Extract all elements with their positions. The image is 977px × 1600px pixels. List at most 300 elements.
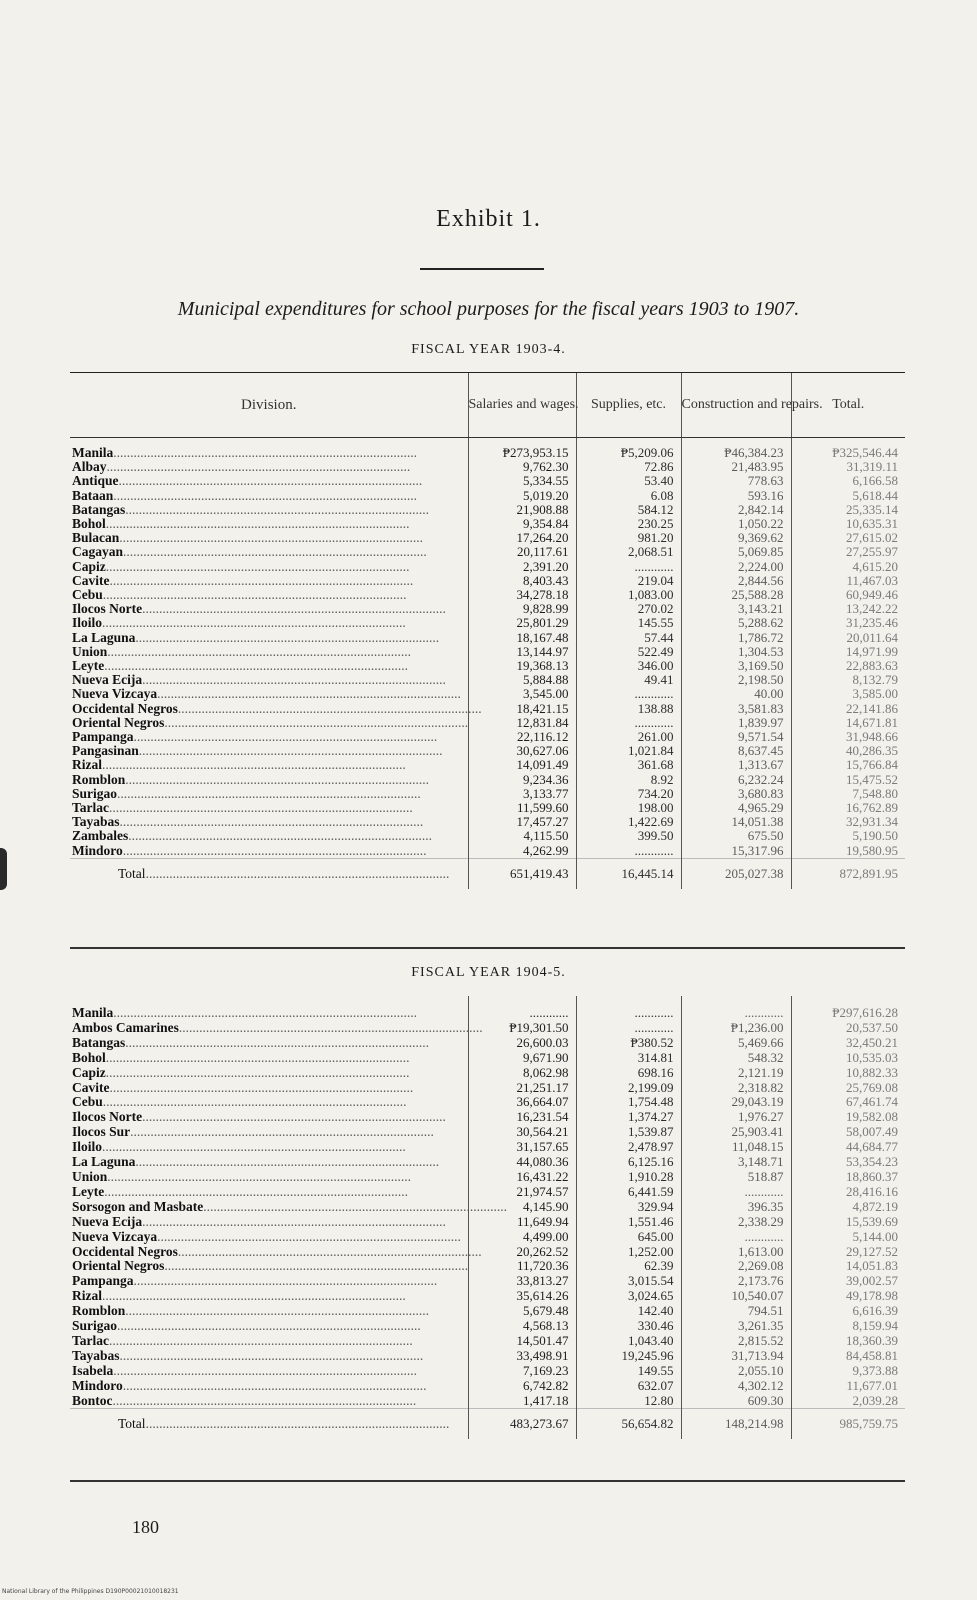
table-row <box>70 1349 905 1364</box>
table-row <box>70 1289 905 1304</box>
division-cell <box>70 773 468 787</box>
total-total-cell: 985,759.75 <box>791 1409 905 1440</box>
division-name: Oriental Negros <box>72 1258 165 1274</box>
total-cell: 40,286.35 <box>791 744 905 758</box>
supplies-cell: 8.92 <box>576 773 681 787</box>
footer-note: National Library of the Philippines D190P00021010018231 <box>2 1588 179 1595</box>
division-cell <box>70 588 468 602</box>
division-cell <box>70 460 468 474</box>
supplies-cell: 330.46 <box>576 1319 681 1334</box>
salaries-cell: 25,801.29 <box>468 616 576 630</box>
total-salaries-cell: 651,419.43 <box>468 858 576 889</box>
leader-dots: .......................................................................................... <box>125 1303 430 1319</box>
division-name: Mindoro <box>72 1377 123 1393</box>
supplies-cell: 399.50 <box>576 829 681 843</box>
total-cell: 14,671.81 <box>791 716 905 730</box>
division-name: Bohol <box>72 1049 106 1065</box>
construction-cell: 3,581.83 <box>681 702 791 716</box>
table-header-row <box>70 373 905 438</box>
division-cell <box>70 1155 468 1170</box>
supplies-cell: 19,245.96 <box>576 1349 681 1364</box>
division-cell <box>70 574 468 588</box>
salaries-cell: 1,417.18 <box>468 1394 576 1409</box>
construction-cell: 1,839.97 <box>681 716 791 730</box>
leader-dots: .......................................................................................... <box>104 1183 408 1199</box>
construction-cell: 29,043.19 <box>681 1095 791 1110</box>
supplies-cell: 1,551.46 <box>576 1215 681 1230</box>
supplies-cell: 584.12 <box>576 503 681 517</box>
supplies-cell: 149.55 <box>576 1364 681 1379</box>
salaries-cell: 14,091.49 <box>468 758 576 772</box>
total-supplies-cell: 56,654.82 <box>576 1409 681 1440</box>
salaries-cell: 30,564.21 <box>468 1125 576 1140</box>
leader-dots: .......................................................................................... <box>102 1139 406 1155</box>
leader-dots: .......................................................................................... <box>118 473 423 489</box>
division-cell <box>70 844 468 859</box>
table-row <box>70 517 905 531</box>
salaries-cell: 9,762.30 <box>468 460 576 474</box>
construction-cell: 9,369.62 <box>681 531 791 545</box>
total-cell: 20,011.64 <box>791 631 905 645</box>
salaries-cell: 21,974.57 <box>468 1185 576 1200</box>
division-name: Bontoc <box>72 1392 113 1408</box>
total-cell: 39,002.57 <box>791 1274 905 1289</box>
construction-cell: ............ <box>681 1185 791 1200</box>
total-cell: 4,872.19 <box>791 1200 905 1215</box>
division-cell <box>70 1170 468 1185</box>
division-cell <box>70 1185 468 1200</box>
construction-cell: 396.35 <box>681 1200 791 1215</box>
fiscal-1903-body <box>70 438 905 889</box>
salaries-cell: 18,167.48 <box>468 631 576 645</box>
construction-cell: 3,680.83 <box>681 787 791 801</box>
supplies-cell: 57.44 <box>576 631 681 645</box>
table-row <box>70 730 905 744</box>
total-label-cell <box>70 1409 468 1440</box>
table-row <box>70 1230 905 1245</box>
salaries-cell: 11,599.60 <box>468 801 576 815</box>
leader-dots: .......................................................................................... <box>145 865 450 881</box>
construction-cell: 15,317.96 <box>681 844 791 859</box>
total-supplies-cell: 16,445.14 <box>576 858 681 889</box>
division-cell <box>70 503 468 517</box>
supplies-cell: 981.20 <box>576 531 681 545</box>
division-cell <box>70 716 468 730</box>
leader-dots: .......................................................................................... <box>119 1347 424 1363</box>
division-cell <box>70 659 468 673</box>
division-cell <box>70 673 468 687</box>
leader-dots: .......................................................................................... <box>113 487 418 503</box>
construction-cell: 1,050.22 <box>681 517 791 531</box>
division-cell <box>70 1110 468 1125</box>
total-cell: 67,461.74 <box>791 1095 905 1110</box>
supplies-cell: ............ <box>576 1021 681 1036</box>
construction-cell: 2,338.29 <box>681 1215 791 1230</box>
header-construction: Construction and repairs. <box>681 373 791 438</box>
division-cell <box>70 531 468 545</box>
table-row <box>70 716 905 730</box>
salaries-cell: 11,720.36 <box>468 1259 576 1274</box>
division-name: Bulacan <box>72 530 120 546</box>
division-cell <box>70 474 468 488</box>
table-row <box>70 1364 905 1379</box>
total-cell: 84,458.81 <box>791 1349 905 1364</box>
division-cell <box>70 1334 468 1349</box>
division-name: Tayabas <box>72 814 120 830</box>
division-name: Leyte <box>72 658 105 674</box>
total-cell: 49,178.98 <box>791 1289 905 1304</box>
leader-dots: .......................................................................................... <box>113 445 418 460</box>
total-cell: 31,319.11 <box>791 460 905 474</box>
table-row <box>70 531 905 545</box>
table-row <box>70 545 905 559</box>
supplies-cell: 270.02 <box>576 602 681 616</box>
division-name: Occidental Negros <box>72 1243 178 1259</box>
salaries-cell: 20,262.52 <box>468 1245 576 1260</box>
total-cell: ₱297,616.28 <box>791 996 905 1021</box>
salaries-cell: 4,115.50 <box>468 829 576 843</box>
leader-dots: .......................................................................................... <box>130 1124 434 1140</box>
total-cell: 27,615.02 <box>791 531 905 545</box>
supplies-cell: 3,015.54 <box>576 1274 681 1289</box>
page-number: 180 <box>132 1517 159 1537</box>
division-name: Iloilo <box>72 615 103 631</box>
total-cell: 27,255.97 <box>791 545 905 559</box>
construction-cell: 10,540.07 <box>681 1289 791 1304</box>
division-name: Union <box>72 643 108 659</box>
supplies-cell: 1,910.28 <box>576 1170 681 1185</box>
supplies-cell: 329.94 <box>576 1200 681 1215</box>
table-row <box>70 659 905 673</box>
salaries-cell: 33,813.27 <box>468 1274 576 1289</box>
supplies-cell: 2,068.51 <box>576 545 681 559</box>
total-cell: 2,039.28 <box>791 1394 905 1409</box>
table-row <box>70 1245 905 1260</box>
salaries-cell: 33,498.91 <box>468 1349 576 1364</box>
supplies-cell: 1,083.00 <box>576 588 681 602</box>
construction-cell: 3,261.35 <box>681 1319 791 1334</box>
division-cell <box>70 758 468 772</box>
leader-dots: .......................................................................................... <box>109 572 414 588</box>
leader-dots: .......................................................................................... <box>177 1243 482 1259</box>
table-row <box>70 815 905 829</box>
salaries-cell: 4,499.00 <box>468 1230 576 1245</box>
fiscal-1904-table <box>70 996 905 1439</box>
table-row <box>70 474 905 488</box>
construction-cell: 5,288.62 <box>681 616 791 630</box>
salaries-cell: 18,421.15 <box>468 702 576 716</box>
supplies-cell: ............ <box>576 687 681 701</box>
total-cell: 10,635.31 <box>791 517 905 531</box>
total-label: Total <box>118 865 146 881</box>
salaries-cell: 4,568.13 <box>468 1319 576 1334</box>
salaries-cell: 22,116.12 <box>468 730 576 744</box>
construction-cell: 2,815.52 <box>681 1334 791 1349</box>
table-bottom-rule <box>70 947 905 949</box>
construction-cell: 1,304.53 <box>681 645 791 659</box>
leader-dots: .......................................................................................... <box>135 629 440 645</box>
division-name: Batangas <box>72 501 126 517</box>
division-cell <box>70 1051 468 1066</box>
total-total-cell: 872,891.95 <box>791 858 905 889</box>
construction-cell: 548.32 <box>681 1051 791 1066</box>
table-row <box>70 687 905 701</box>
leader-dots: .......................................................................................... <box>105 1064 410 1080</box>
leader-dots: .......................................................................................... <box>109 1332 413 1348</box>
total-cell: 6,166.58 <box>791 474 905 488</box>
table-row <box>70 1394 905 1409</box>
division-name: Mindoro <box>72 842 123 858</box>
total-cell: 5,190.50 <box>791 829 905 843</box>
table-row <box>70 460 905 474</box>
division-name: Cebu <box>72 1094 103 1110</box>
supplies-cell: ............ <box>576 716 681 730</box>
total-cell: 58,007.49 <box>791 1125 905 1140</box>
leader-dots: .......................................................................................... <box>157 686 461 702</box>
leader-dots: .......................................................................................... <box>107 643 412 659</box>
table-row <box>70 1185 905 1200</box>
division-cell <box>70 1243 482 1260</box>
leader-dots: .......................................................................................... <box>109 1079 414 1095</box>
division-name: Pampanga <box>72 1273 134 1289</box>
supplies-cell: 2,199.09 <box>576 1081 681 1096</box>
division-name: Ilocos Sur <box>72 1124 131 1140</box>
division-name: Cebu <box>72 587 103 603</box>
leader-dots: .......................................................................................... <box>125 771 430 787</box>
leader-dots: .......................................................................................... <box>102 1288 406 1304</box>
division-cell <box>70 1081 468 1096</box>
construction-cell: 778.63 <box>681 474 791 488</box>
total-cell: 25,769.08 <box>791 1081 905 1096</box>
division-name: Albay <box>72 459 107 475</box>
division-name: Ilocos Norte <box>72 601 143 617</box>
table-row <box>70 602 905 616</box>
salaries-cell: 5,884.88 <box>468 673 576 687</box>
table-row <box>70 1066 905 1081</box>
table-row <box>70 673 905 687</box>
division-cell <box>70 1289 468 1304</box>
supplies-cell: 3,024.65 <box>576 1289 681 1304</box>
salaries-cell: 5,334.55 <box>468 474 576 488</box>
table-row <box>70 438 905 461</box>
total-cell: 8,159.94 <box>791 1319 905 1334</box>
table-row <box>70 744 905 758</box>
supplies-cell: 632.07 <box>576 1379 681 1394</box>
construction-cell: 8,637.45 <box>681 744 791 758</box>
salaries-cell: 9,828.99 <box>468 602 576 616</box>
table-row <box>70 1095 905 1110</box>
total-cell: 15,475.52 <box>791 773 905 787</box>
leader-dots: .......................................................................................... <box>107 1168 412 1184</box>
supplies-cell: 1,539.87 <box>576 1125 681 1140</box>
division-cell <box>70 560 468 574</box>
division-name: La Laguna <box>72 1154 136 1170</box>
table-row <box>70 829 905 843</box>
construction-cell: 2,269.08 <box>681 1259 791 1274</box>
salaries-cell: 19,368.13 <box>468 659 576 673</box>
division-name: Batangas <box>72 1034 126 1050</box>
salaries-cell: 30,627.06 <box>468 744 576 758</box>
salaries-cell: ₱273,953.15 <box>468 438 576 461</box>
division-cell <box>70 1349 468 1364</box>
construction-cell: 3,148.71 <box>681 1155 791 1170</box>
construction-cell: 4,302.12 <box>681 1379 791 1394</box>
division-name: Pangasinan <box>72 743 139 759</box>
salaries-cell: 26,600.03 <box>468 1036 576 1051</box>
division-cell <box>70 438 468 461</box>
construction-cell: ₱1,236.00 <box>681 1021 791 1036</box>
construction-cell: 1,613.00 <box>681 1245 791 1260</box>
division-cell <box>70 687 468 701</box>
table-row <box>70 1319 905 1334</box>
construction-cell: 4,965.29 <box>681 801 791 815</box>
supplies-cell: 1,252.00 <box>576 1245 681 1260</box>
supplies-cell: 6,125.16 <box>576 1155 681 1170</box>
construction-cell: 675.50 <box>681 829 791 843</box>
division-name: Iloilo <box>72 1139 103 1155</box>
salaries-cell: 44,080.36 <box>468 1155 576 1170</box>
total-cell: 18,360.39 <box>791 1334 905 1349</box>
division-cell <box>70 730 468 744</box>
total-cell: 14,971.99 <box>791 645 905 659</box>
supplies-cell: 346.00 <box>576 659 681 673</box>
division-name: Cavite <box>72 572 110 588</box>
table-row <box>70 1021 905 1036</box>
leader-dots: .......................................................................................... <box>123 544 427 560</box>
table-row <box>70 1304 905 1319</box>
division-cell <box>70 545 468 559</box>
salaries-cell: 21,251.17 <box>468 1081 576 1096</box>
total-salaries-cell: 483,273.67 <box>468 1409 576 1440</box>
leader-dots: .......................................................................................... <box>142 601 446 617</box>
division-name: Romblon <box>72 771 126 787</box>
division-name: Nueva Vizcaya <box>72 686 158 702</box>
total-cell: 31,235.46 <box>791 616 905 630</box>
division-cell <box>70 829 468 843</box>
leader-dots: .......................................................................................... <box>142 672 446 688</box>
leader-dots: .......................................................................................... <box>104 658 408 674</box>
division-cell <box>70 744 468 758</box>
division-name: Manila <box>72 1005 114 1020</box>
division-name: Zambales <box>72 828 129 844</box>
table-row <box>70 773 905 787</box>
table-row <box>70 489 905 503</box>
total-cell: 29,127.52 <box>791 1245 905 1260</box>
supplies-cell: 49.41 <box>576 673 681 687</box>
construction-cell: 794.51 <box>681 1304 791 1319</box>
total-cell: 32,931.34 <box>791 815 905 829</box>
supplies-cell: 230.25 <box>576 517 681 531</box>
leader-dots: .......................................................................................... <box>142 1109 446 1125</box>
salaries-cell: 9,354.84 <box>468 517 576 531</box>
construction-cell: 2,844.56 <box>681 574 791 588</box>
leader-dots: .......................................................................................... <box>117 785 421 801</box>
supplies-cell: 361.68 <box>576 758 681 772</box>
table-row <box>70 1155 905 1170</box>
construction-cell: 1,976.27 <box>681 1110 791 1125</box>
table-row <box>70 1036 905 1051</box>
construction-cell: 25,588.28 <box>681 588 791 602</box>
construction-cell: 2,318.82 <box>681 1081 791 1096</box>
exhibit-title: Exhibit 1. <box>436 206 541 232</box>
total-cell: 11,467.03 <box>791 574 905 588</box>
construction-cell: 593.16 <box>681 489 791 503</box>
salaries-cell: 14,501.47 <box>468 1334 576 1349</box>
construction-cell: 6,232.24 <box>681 773 791 787</box>
supplies-cell: 142.40 <box>576 1304 681 1319</box>
leader-dots: .......................................................................................... <box>122 842 427 858</box>
total-cell: 22,883.63 <box>791 659 905 673</box>
supplies-cell: ₱380.52 <box>576 1036 681 1051</box>
salaries-cell: 35,614.26 <box>468 1289 576 1304</box>
division-cell <box>70 1364 468 1379</box>
leader-dots: .......................................................................................... <box>113 1362 418 1378</box>
total-cell: 6,616.39 <box>791 1304 905 1319</box>
leader-dots: .......................................................................................... <box>133 1273 438 1289</box>
construction-cell: 1,786.72 <box>681 631 791 645</box>
division-cell <box>70 1095 468 1110</box>
leader-dots: .......................................................................................... <box>133 729 438 745</box>
table-row <box>70 801 905 815</box>
construction-cell: 31,713.94 <box>681 1349 791 1364</box>
salaries-cell: 9,671.90 <box>468 1051 576 1066</box>
total-construction-cell: 205,027.38 <box>681 858 791 889</box>
supplies-cell: 261.00 <box>576 730 681 744</box>
supplies-cell: 219.04 <box>576 574 681 588</box>
salaries-cell: 4,145.90 <box>468 1200 576 1215</box>
table-row <box>70 503 905 517</box>
leader-dots: .......................................................................................... <box>102 587 407 603</box>
leader-dots: .......................................................................................... <box>145 1416 450 1432</box>
table-row <box>70 1334 905 1349</box>
leader-dots: .......................................................................................... <box>157 1228 461 1244</box>
supplies-cell: 2,478.97 <box>576 1140 681 1155</box>
total-cell: 13,242.22 <box>791 602 905 616</box>
division-cell <box>70 1259 468 1274</box>
total-row <box>70 1409 905 1440</box>
construction-cell: 9,571.54 <box>681 730 791 744</box>
leader-dots: .......................................................................................... <box>119 814 424 830</box>
total-cell: 19,580.95 <box>791 844 905 859</box>
total-cell: 32,450.21 <box>791 1036 905 1051</box>
salaries-cell: 4,262.99 <box>468 844 576 859</box>
table-row <box>70 616 905 630</box>
division-name: Tarlac <box>72 800 109 816</box>
leader-dots: .......................................................................................... <box>125 501 430 517</box>
header-division: Division. <box>70 373 468 438</box>
construction-cell: 2,842.14 <box>681 503 791 517</box>
division-cell <box>70 787 468 801</box>
supplies-cell: 6.08 <box>576 489 681 503</box>
supplies-cell: 1,374.27 <box>576 1110 681 1125</box>
salaries-cell: 12,831.84 <box>468 716 576 730</box>
division-cell <box>70 489 468 503</box>
division-name: Nueva Ecija <box>72 1213 143 1229</box>
division-cell <box>70 1125 468 1140</box>
division-cell <box>70 1019 483 1036</box>
total-cell: 31,948.66 <box>791 730 905 744</box>
leader-dots: .......................................................................................... <box>122 1377 427 1393</box>
total-cell: 3,585.00 <box>791 687 905 701</box>
table-row <box>70 1274 905 1289</box>
construction-cell: 3,169.50 <box>681 659 791 673</box>
total-cell: 25,335.14 <box>791 503 905 517</box>
supplies-cell: 62.39 <box>576 1259 681 1274</box>
supplies-cell: 72.86 <box>576 460 681 474</box>
division-name: Nueva Ecija <box>72 672 143 688</box>
supplies-cell: 145.55 <box>576 616 681 630</box>
binding-mark <box>0 848 7 890</box>
